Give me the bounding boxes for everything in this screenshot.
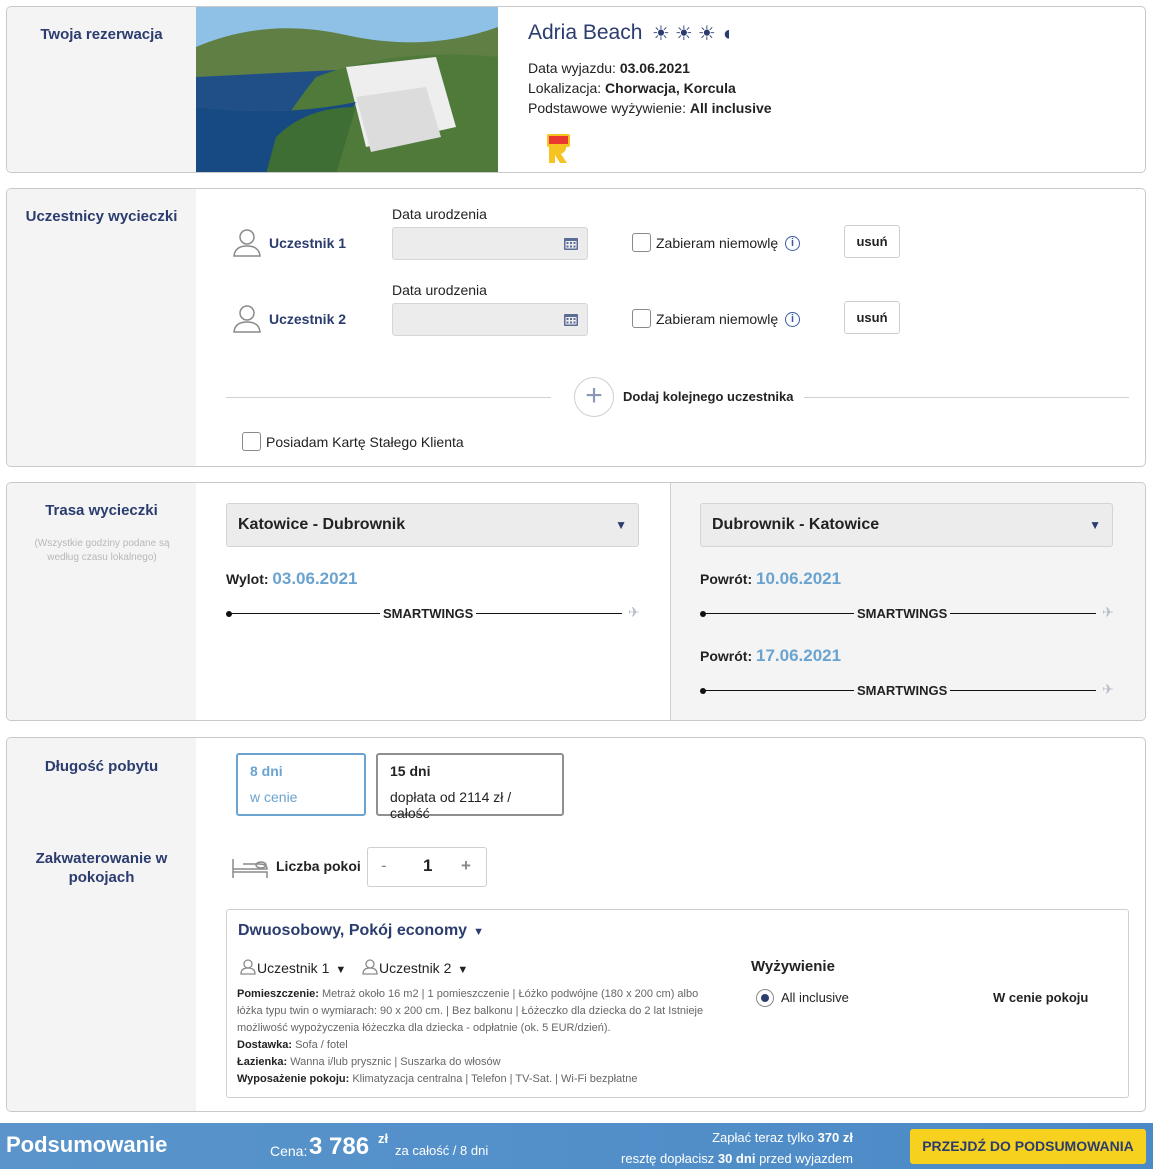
infant-checkbox-2[interactable]	[632, 309, 651, 328]
return-date-2-value: 17.06.2021	[756, 646, 842, 665]
location-value: Chorwacja, Korcula	[605, 80, 736, 96]
dob-input-1[interactable]	[392, 227, 588, 260]
flight-line	[704, 613, 854, 614]
outbound-route-value: Katowice - Dubrownik	[238, 516, 406, 533]
return-flight-line-1	[700, 604, 1120, 621]
caret-down-icon: ▼	[1089, 518, 1101, 532]
rooms-count-label: Liczba pokoi	[276, 858, 361, 874]
remove-participant-2-button[interactable]: usuń	[844, 301, 900, 334]
summary-title: Podsumowanie	[6, 1132, 168, 1157]
add-participant-button[interactable]: Dodaj kolejnego uczestnika	[623, 389, 794, 404]
room-type-value: Dwuosobowy, Pokój economy	[238, 922, 468, 939]
flight-start-dot	[226, 611, 232, 617]
meal-price: W cenie pokoju	[993, 990, 1089, 1005]
infant-label-2: Zabieram niemowlę	[656, 311, 779, 327]
route-title: Trasa wycieczki	[45, 502, 158, 519]
duration-days: 8 dni	[250, 763, 283, 779]
flight-line	[476, 613, 622, 614]
summary-bar	[0, 1123, 1153, 1169]
go-to-summary-button[interactable]: PRZEJDŹ DO PODSUMOWANIA	[910, 1129, 1146, 1164]
price-label: Cena:	[270, 1143, 308, 1159]
outbound-carrier: SMARTWINGS	[383, 606, 474, 621]
pay-rest-suffix: przed wyjazdem	[759, 1151, 853, 1166]
duration-price-note: dopłata od 2114 zł / całość	[390, 789, 512, 821]
departure-label: Data wyjazdu:	[528, 60, 616, 76]
infant-checkbox-1[interactable]	[632, 233, 651, 252]
plane-icon: ✈	[1102, 604, 1114, 620]
currency: zł	[378, 1131, 389, 1146]
route-panel	[6, 482, 1146, 721]
return-date-2[interactable]	[700, 646, 841, 666]
outbound-flight-line	[226, 604, 646, 621]
room-description	[237, 986, 722, 1088]
participant-2-name: Uczestnik 2	[269, 311, 347, 327]
stay-panel	[6, 737, 1146, 1112]
loyalty-card-label: Posiadam Kartę Stałego Klienta	[266, 434, 464, 450]
pay-rest-days: 30 dni	[717, 1151, 756, 1166]
divider	[226, 397, 551, 398]
calendar-icon[interactable]	[564, 237, 578, 250]
return-carrier-2: SMARTWINGS	[857, 683, 948, 698]
outbound-route-select[interactable]	[226, 503, 639, 547]
return-date-1[interactable]	[700, 569, 841, 589]
board-info	[528, 100, 772, 116]
return-flight-line-2	[700, 681, 1120, 698]
person-icon	[361, 958, 379, 975]
meals-title: Wyżywienie	[751, 958, 835, 975]
stepper-plus-button[interactable]: +	[461, 856, 471, 875]
route-note: (Wszystkie godziny podane są według czasu lokalnego)	[34, 538, 170, 563]
hotel-photo	[196, 7, 498, 173]
loyalty-card-checkbox[interactable]	[242, 432, 261, 451]
info-icon[interactable]: i	[785, 312, 800, 327]
caret-down-icon: ▼	[473, 926, 484, 938]
dob-label-1: Data urodzenia	[392, 206, 487, 222]
participants-panel	[6, 188, 1146, 467]
caret-down-icon: ▼	[335, 964, 347, 976]
occupant-select-1[interactable]	[239, 958, 346, 976]
occupant-1-label: Uczestnik 1	[257, 960, 330, 976]
bathroom-text: Wanna i/lub prysznic | Suszarka do włosów	[290, 1056, 501, 1068]
dob-input-2[interactable]	[392, 303, 588, 336]
return-date-1-label: Powrót:	[700, 571, 753, 587]
flight-line	[704, 690, 854, 691]
location-info	[528, 80, 736, 96]
flight-start-dot	[700, 688, 706, 694]
equipment-text: Klimatyzacja centralna | Telefon | TV-Sat. | Wi-Fi bezpłatne	[352, 1073, 638, 1085]
person-icon	[231, 227, 263, 262]
hotel-rating-icon: ☀☀☀◖	[652, 23, 738, 45]
outbound-date	[226, 569, 358, 589]
price-note: za całość / 8 dni	[395, 1143, 489, 1158]
occupant-2-label: Uczestnik 2	[379, 960, 452, 976]
person-icon	[231, 303, 263, 338]
location-label: Lokalizacja:	[528, 80, 602, 96]
rooms-count-value: 1	[423, 856, 433, 875]
room-card	[226, 909, 1129, 1098]
remove-participant-1-button[interactable]: usuń	[844, 225, 900, 258]
hotel-name: Adria Beach	[528, 21, 643, 44]
participants-sidebar	[7, 189, 196, 466]
reservation-panel	[6, 6, 1146, 173]
rooms-stepper[interactable]	[367, 847, 487, 887]
stepper-minus-button[interactable]: -	[381, 856, 387, 875]
reservation-title: Twoja rezerwacja	[40, 26, 163, 43]
participant-1-name: Uczestnik 1	[269, 235, 347, 251]
room-type-select[interactable]	[238, 922, 484, 940]
person-icon	[239, 958, 257, 975]
total-price: 3 786	[309, 1133, 370, 1160]
fiesta-klub-badge-icon	[545, 134, 572, 164]
flight-start-dot	[700, 611, 706, 617]
meal-radio[interactable]	[756, 989, 774, 1007]
calendar-icon[interactable]	[564, 313, 578, 326]
extra-bed-label: Dostawka:	[237, 1039, 293, 1051]
info-icon[interactable]: i	[785, 236, 800, 251]
return-carrier-1: SMARTWINGS	[857, 606, 948, 621]
stay-sidebar	[7, 738, 196, 1111]
room-spec-label: Pomieszczenie:	[237, 988, 319, 1000]
stay-title: Długość pobytu	[44, 758, 159, 775]
equipment-label: Wyposażenie pokoju:	[237, 1073, 350, 1085]
departure-value: 03.06.2021	[619, 60, 690, 76]
divider	[804, 397, 1129, 398]
flight-line	[230, 613, 380, 614]
return-route-select[interactable]	[700, 503, 1113, 547]
flight-line	[950, 690, 1096, 691]
departure-info	[528, 60, 690, 76]
participants-title: Uczestnicy wycieczki	[25, 208, 178, 225]
duration-price-note: w cenie	[250, 789, 298, 805]
pay-now-text	[712, 1130, 853, 1145]
plane-icon: ✈	[628, 604, 640, 620]
rooms-title: Zakwaterowanie w pokojach	[35, 850, 168, 886]
plane-icon: ✈	[1102, 681, 1114, 697]
outbound-date-label: Wylot:	[226, 571, 269, 587]
duration-option-8[interactable]	[236, 753, 366, 816]
return-date-2-label: Powrót:	[700, 648, 753, 664]
dob-label-2: Data urodzenia	[392, 282, 487, 298]
bed-icon	[231, 856, 269, 885]
pay-rest-label: resztę dopłacisz	[621, 1151, 715, 1166]
caret-down-icon: ▼	[457, 964, 469, 976]
board-label: Podstawowe wyżywienie:	[528, 100, 686, 116]
add-participant-icon[interactable]: +	[574, 377, 614, 417]
pay-now-label: Zapłać teraz tylko	[712, 1130, 814, 1145]
duration-option-15[interactable]	[376, 753, 564, 821]
extra-bed-text: Sofa / fotel	[295, 1039, 348, 1051]
pay-now-value: 370 zł	[817, 1130, 853, 1145]
infant-label-1: Zabieram niemowlę	[656, 235, 779, 251]
outbound-date-value: 03.06.2021	[272, 569, 358, 588]
meal-option-label: All inclusive	[781, 990, 849, 1005]
flight-line	[950, 613, 1096, 614]
return-route-value: Dubrownik - Katowice	[712, 516, 880, 533]
room-spec-text: Metraż około 16 m2 | 1 pomieszczenie | Łóżko podwójne (180 x 200 cm) albo łóżka typu twin o wymiarach: 90 x 200 cm. | Bez balkonu | Łóżeczko dla dziecka do 2 lat Istnieje możliwość wypożyczenia łóżeczka dla dziecka - odpłatnie (ok. 5 EUR/dzień).	[237, 988, 704, 1034]
caret-down-icon: ▼	[615, 518, 627, 532]
board-value: All inclusive	[689, 100, 772, 116]
occupant-select-2[interactable]	[361, 958, 468, 976]
bathroom-label: Łazienka:	[237, 1056, 288, 1068]
pay-rest-text	[621, 1151, 853, 1166]
duration-days: 15 dni	[390, 763, 431, 779]
return-date-1-value: 10.06.2021	[756, 569, 842, 588]
